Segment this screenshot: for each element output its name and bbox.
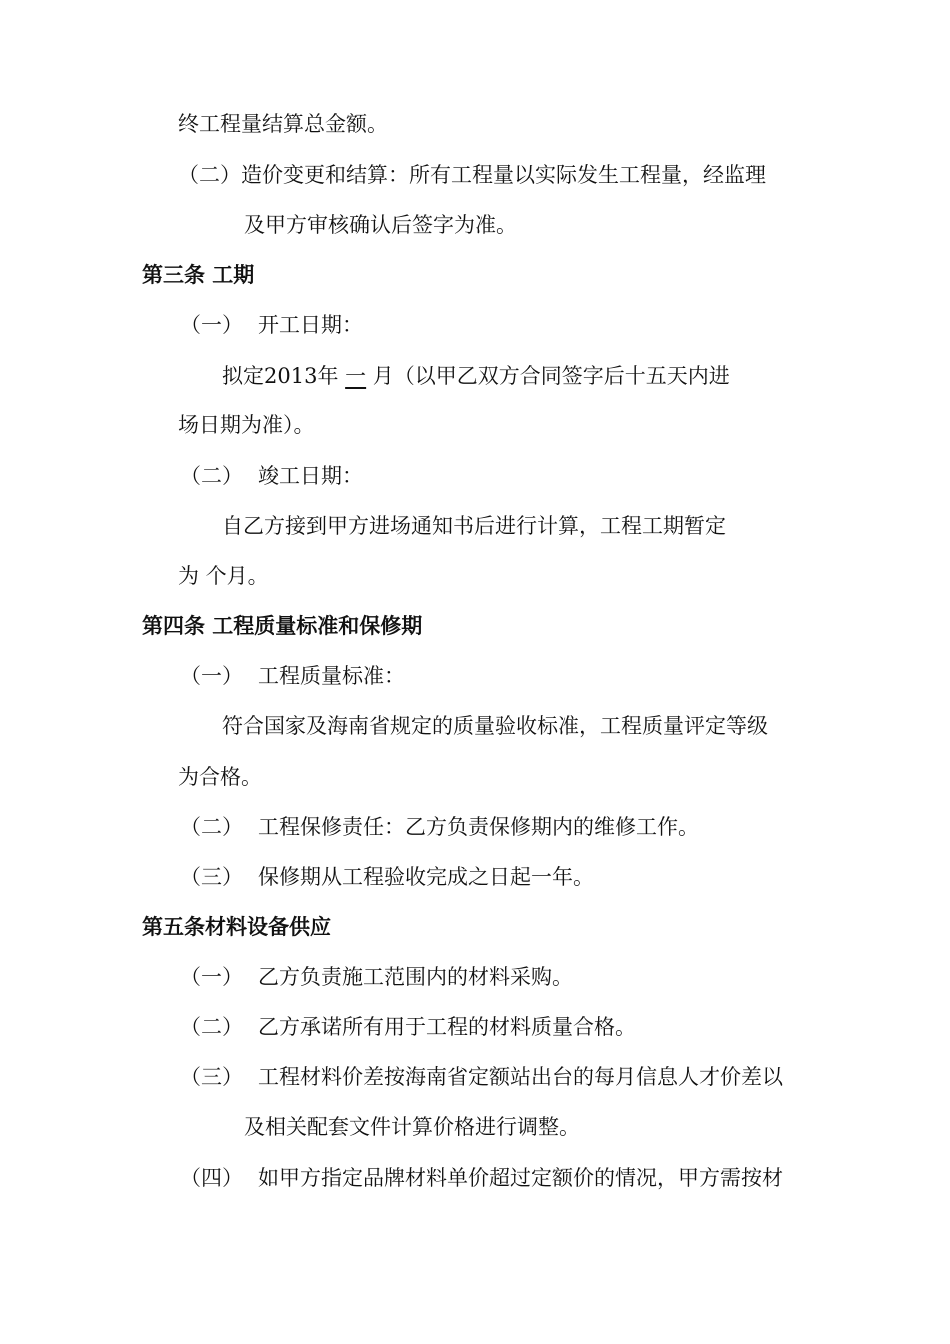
item-number: （二） bbox=[180, 815, 243, 839]
paragraph-line: 场日期为准）。 bbox=[178, 413, 315, 437]
list-item bbox=[180, 863, 594, 891]
list-item bbox=[180, 1013, 636, 1041]
list-item bbox=[180, 662, 405, 690]
item-text: 如甲方指定品牌材料单价超过定额价的情况，甲方需按材 bbox=[258, 1166, 783, 1190]
item-text: 工程质量标准： bbox=[258, 664, 405, 688]
paragraph-line: 符合国家及海南省规定的质量验收标准，工程质量评定等级 bbox=[222, 714, 768, 738]
paragraph-line bbox=[222, 362, 730, 390]
item-number: （四） bbox=[180, 1166, 243, 1190]
item-number: （二） bbox=[180, 1015, 243, 1039]
item-text: 乙方负责施工范围内的材料采购。 bbox=[258, 965, 573, 989]
item-text: 竣工日期： bbox=[258, 464, 363, 488]
underlined-month: 一 bbox=[345, 364, 367, 388]
section-heading-4: 第四条 工程质量标准和保修期 bbox=[142, 614, 423, 638]
paragraph-line: 为 个月。 bbox=[178, 564, 269, 588]
item-text: 工程保修责任：乙方负责保修期内的维修工作。 bbox=[258, 815, 699, 839]
list-item bbox=[180, 311, 363, 339]
item-number: （一） bbox=[180, 664, 243, 688]
item-text: 乙方承诺所有用于工程的材料质量合格。 bbox=[258, 1015, 636, 1039]
item-number: （二） bbox=[180, 464, 243, 488]
text-span: 拟定2013年 bbox=[222, 364, 346, 388]
item-number: （一） bbox=[180, 313, 243, 337]
item-number: （一） bbox=[180, 965, 243, 989]
section-heading-3: 第三条 工期 bbox=[142, 263, 255, 287]
paragraph-line: （二）造价变更和结算：所有工程量以实际发生工程量，经监理 bbox=[178, 163, 766, 187]
item-number: （三） bbox=[180, 1065, 243, 1089]
list-item bbox=[180, 1063, 783, 1091]
item-number: （三） bbox=[180, 865, 243, 889]
list-item bbox=[180, 462, 363, 490]
section-heading-5: 第五条材料设备供应 bbox=[142, 915, 331, 939]
item-text: 工程材料价差按海南省定额站出台的每月信息人才价差以 bbox=[258, 1065, 783, 1089]
paragraph-line: 终工程量结算总金额。 bbox=[178, 112, 388, 136]
paragraph-line: 为合格。 bbox=[178, 765, 262, 789]
paragraph-line: 及相关配套文件计算价格进行调整。 bbox=[244, 1115, 580, 1139]
paragraph-line: 自乙方接到甲方进场通知书后进行计算，工程工期暂定 bbox=[222, 514, 726, 538]
item-text: 开工日期： bbox=[258, 313, 363, 337]
paragraph-line: 及甲方审核确认后签字为准。 bbox=[244, 213, 517, 237]
list-item bbox=[180, 1164, 783, 1192]
text-span: 月（以甲乙双方合同签字后十五天内进 bbox=[366, 364, 730, 388]
list-item bbox=[180, 963, 573, 991]
item-text: 保修期从工程验收完成之日起一年。 bbox=[258, 865, 594, 889]
list-item bbox=[180, 813, 699, 841]
